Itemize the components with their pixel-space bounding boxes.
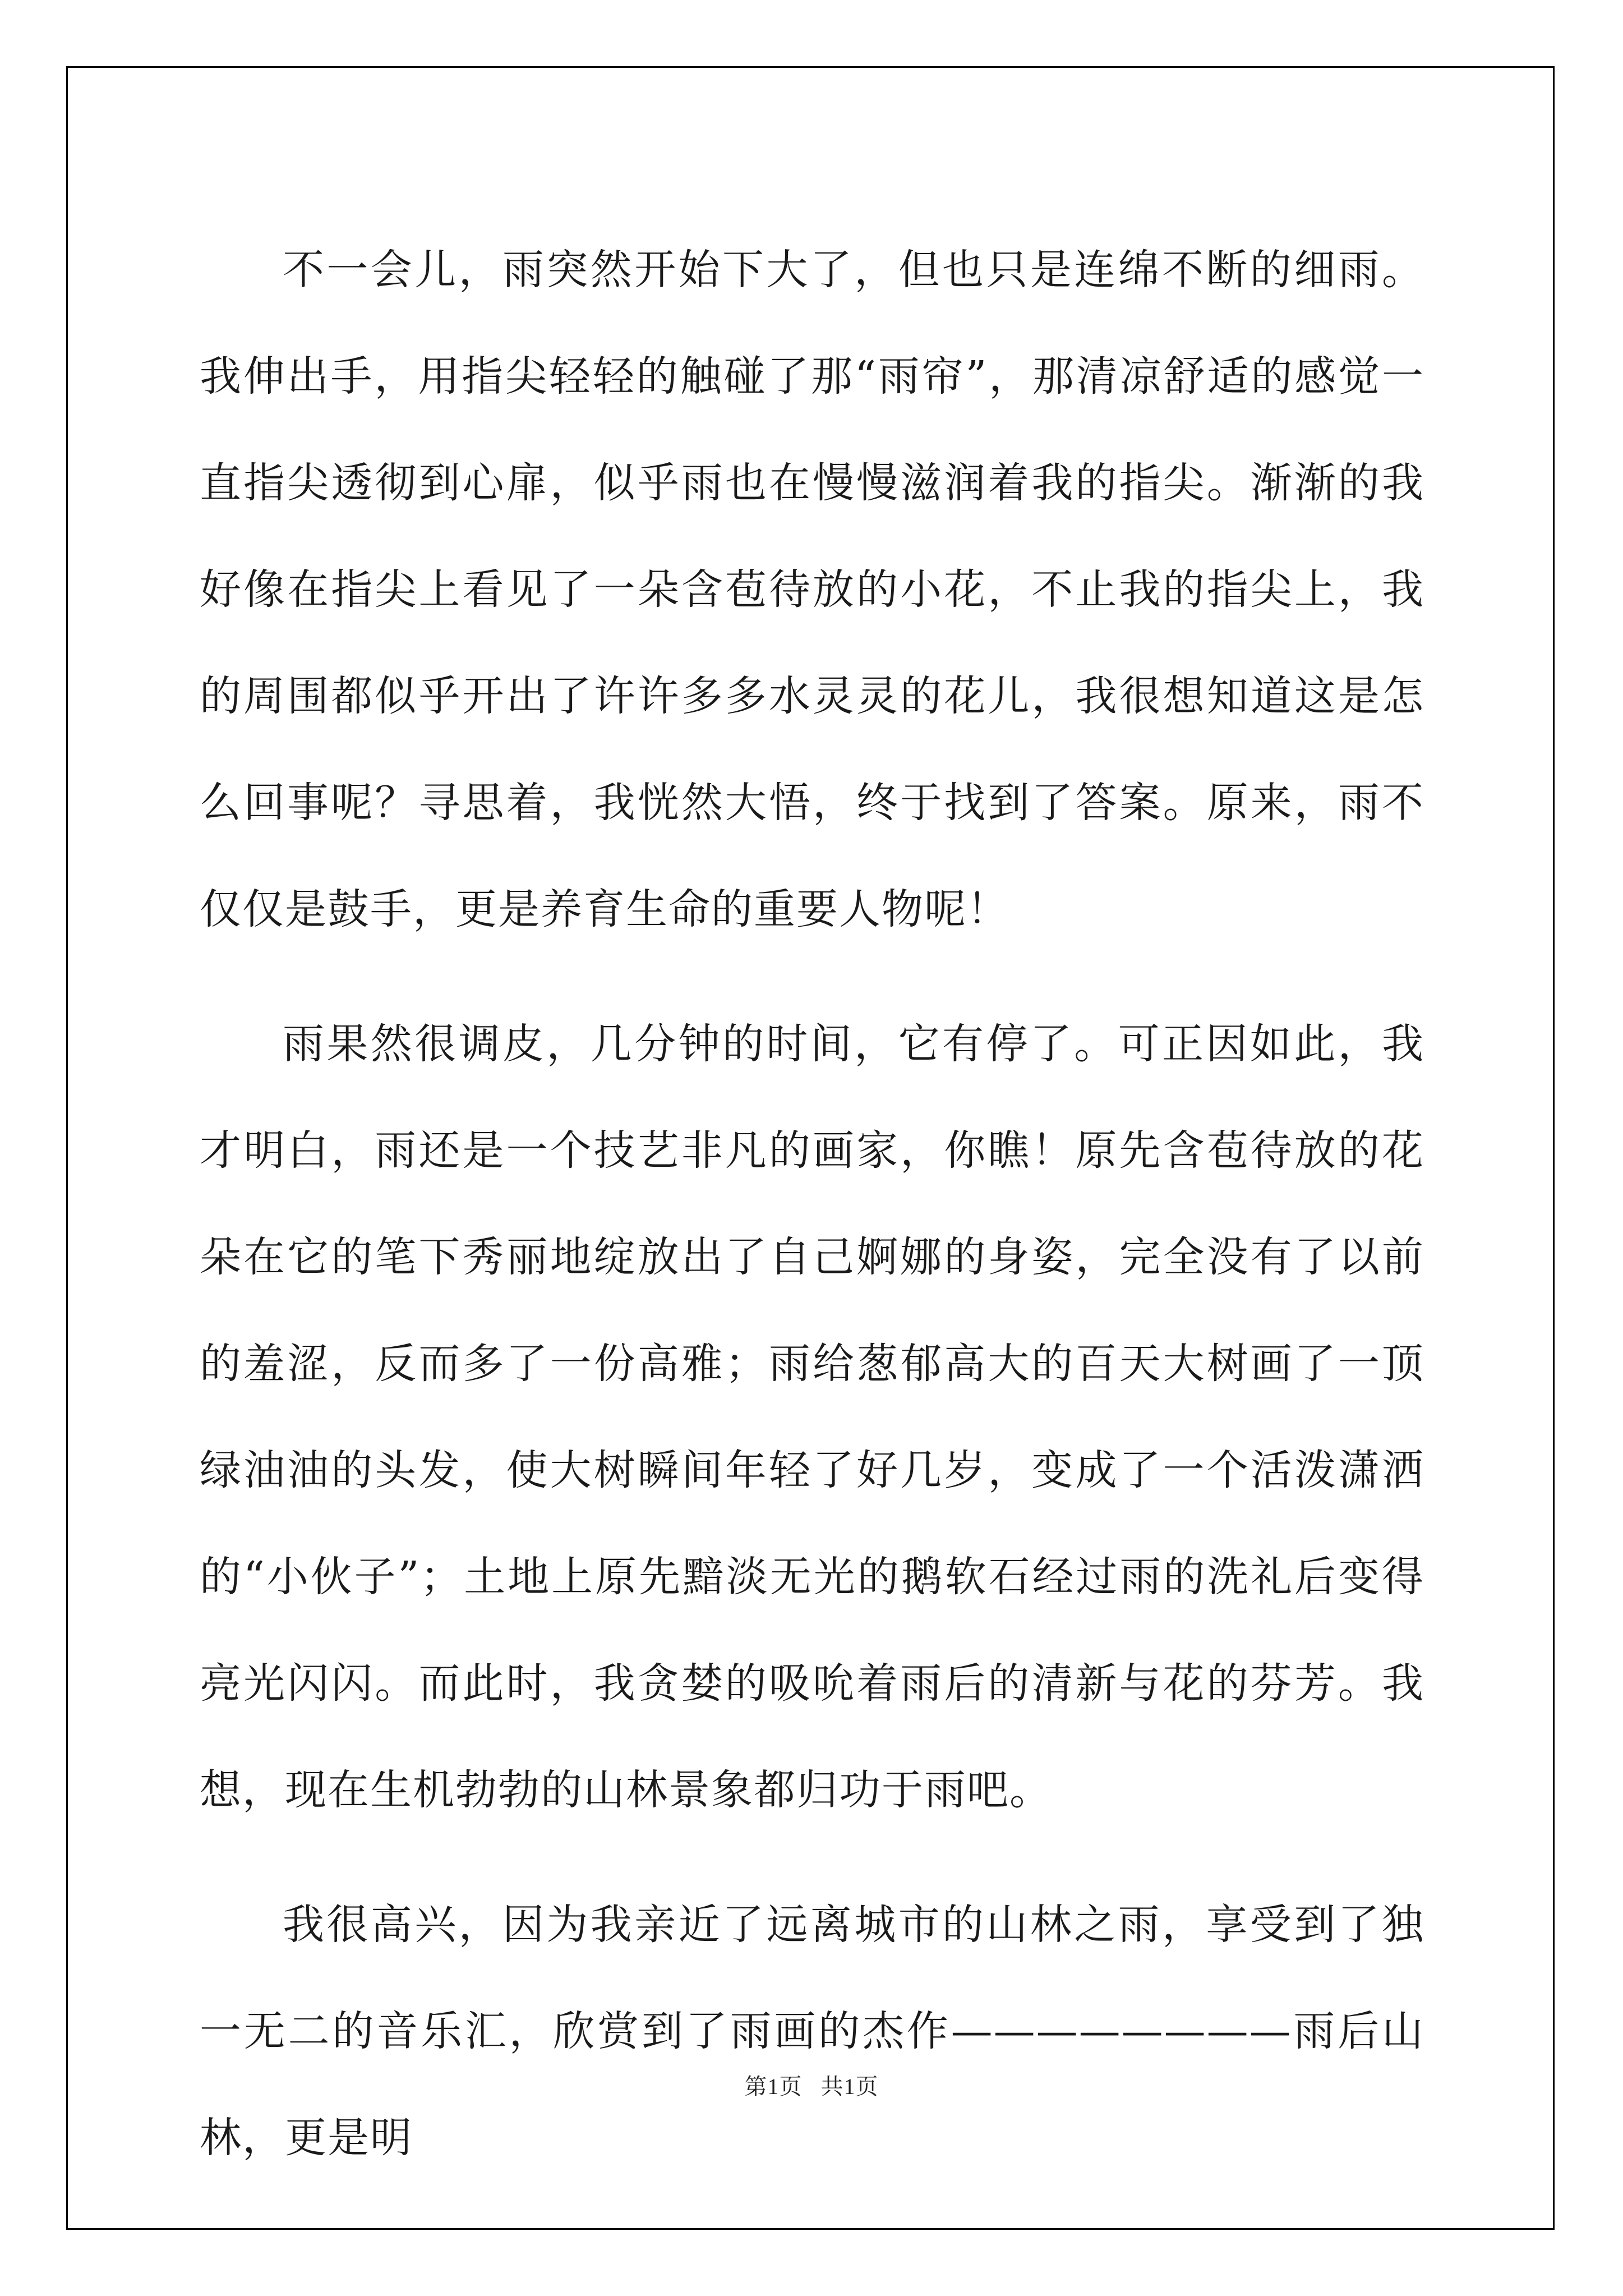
paragraph-1: 不一会儿，雨突然开始下大了，但也只是连绵不断的细雨。我伸出手，用指尖轻轻的触碰了那“雨帘”，那清凉舒适的感觉一直指尖透彻到心扉，似乎雨也在慢慢滋润着我的指尖。渐渐的我好像在指尖上看见了一朵含苞待放的小花，不止我的指尖上，我的周围都似乎开出了许许多多水灵灵的花儿，我很想知道这是怎么回事呢？寻思着，我恍然大悟，终于找到了答案。原来，雨不仅仅是鼓手，更是养育生命的重要人物呢！ xyxy=(200,246,1424,933)
footer-separator xyxy=(803,2074,821,2099)
paragraph-2: 雨果然很调皮，几分钟的时间，它有停了。可正因如此，我才明白，雨还是一个技艺非凡的画家，你瞧！原先含苞待放的花朵在它的笔下秀丽地绽放出了自己婀娜的身姿，完全没有了以前的羞涩，反而多了一份高雅；雨给葱郁高大的百天大树画了一顶绿油油的头发，使大树瞬间年轻了好几岁，变成了一个活泼潇洒的“小伙子”；土地上原先黯淡无光的鹅软石经过雨的洗礼后变得亮光闪闪。而此时，我贪婪的吸吮着雨后的清新与花的芬芳。我想，现在生机勃勃的山林景象都归功于雨吧。 xyxy=(200,1020,1424,1814)
page-number: 第1页 xyxy=(744,2074,803,2099)
page-footer xyxy=(0,2069,1623,2101)
paragraph-3: 我很高兴，因为我亲近了远离城市的山林之雨，享受到了独一无二的音乐汇，欣赏到了雨画的杰作————————雨后山林，更是明 xyxy=(200,1901,1424,2162)
page-total: 共1页 xyxy=(820,2074,879,2099)
document-body xyxy=(200,217,1424,2219)
